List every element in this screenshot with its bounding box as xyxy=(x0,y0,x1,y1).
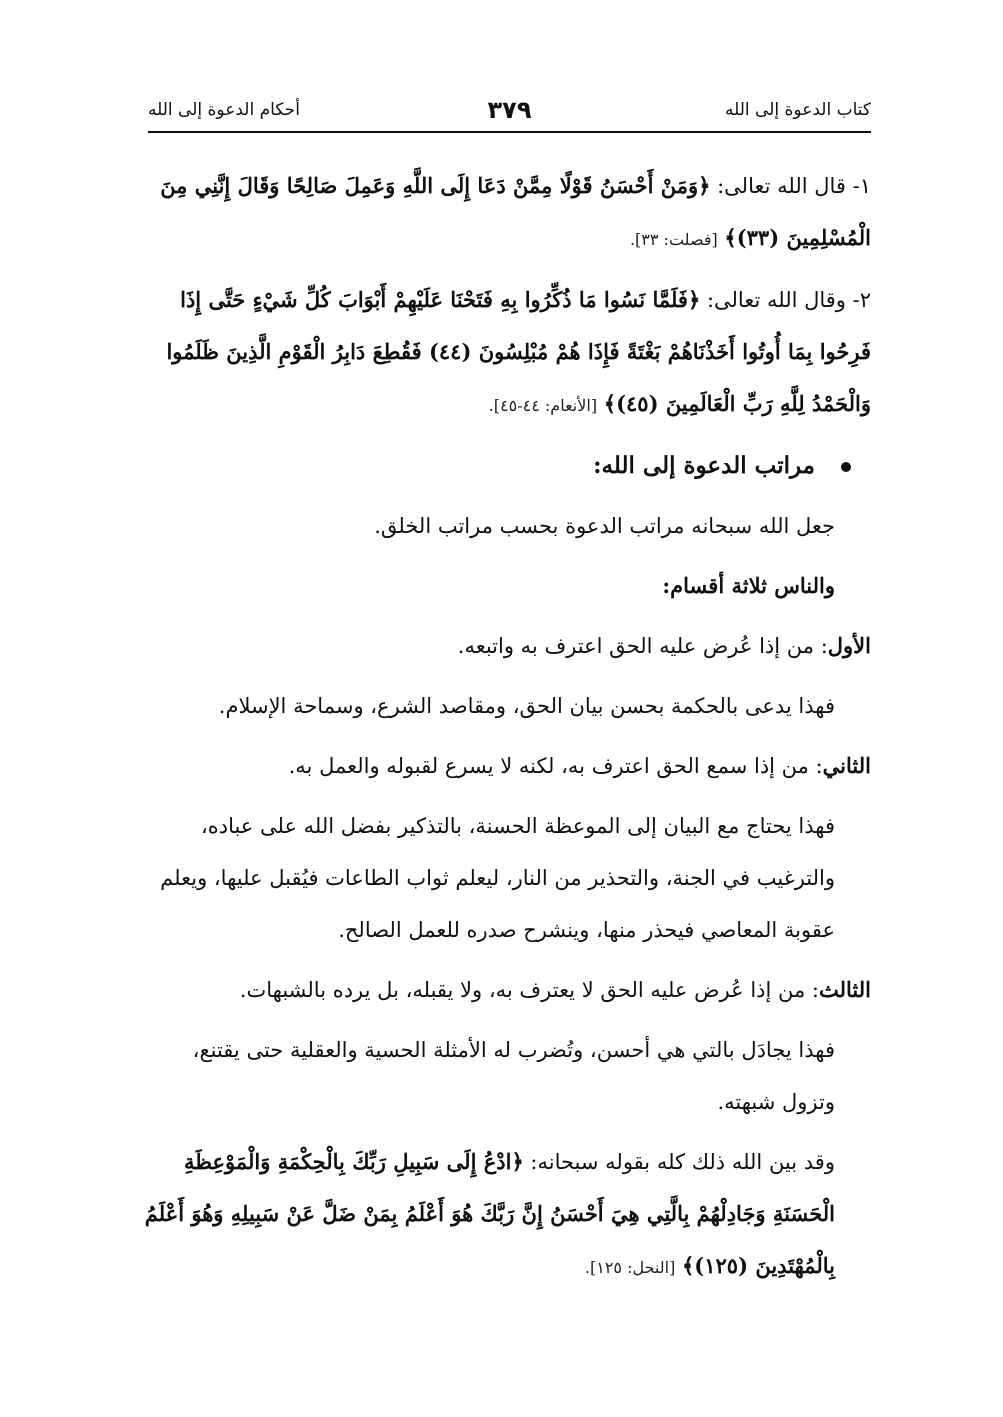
third-category xyxy=(140,964,871,1016)
citation-nahl: [النحل: ١٢٥]. xyxy=(584,1258,676,1277)
first-text: : من إذا عُرض عليه الحق اعترف به واتبعه. xyxy=(457,634,828,658)
quran-verse-fussilat: ﴿وَمَنْ أَحْسَنُ قَوْلًا مِمَّنْ دَعَا إِلَى اللَّهِ وَعَمِلَ صَالِحًا وَقَالَ إِنَّنِي مِنَ الْمُسْلِمِينَ (٣٣)﴾ xyxy=(160,173,871,250)
header-book-title: كتاب الدعوة إلى الله xyxy=(725,100,871,120)
second-label: الثاني xyxy=(822,753,871,778)
page-header xyxy=(148,96,871,130)
evidence-2-prefix: ٢- وقال الله تعالى: xyxy=(700,288,871,312)
evidence-1-prefix: ١- قال الله تعالى: xyxy=(710,174,871,198)
header-divider xyxy=(148,131,871,133)
closing-paragraph xyxy=(140,1136,871,1294)
section-heading-text: مراتب الدعوة إلى الله: xyxy=(593,452,815,479)
third-label: الثالث xyxy=(819,977,871,1002)
quran-verse-anam: ﴿فَلَمَّا نَسُوا مَا ذُكِّرُوا بِهِ فَتَحْنَا عَلَيْهِمْ أَبْوَابَ كُلِّ شَيْءٍ حَتَّى إِذَا فَرِحُوا بِمَا أُوتُوا أَخَذْنَاهُمْ بَغْتَةً فَإِذَا هُمْ مُبْلِسُونَ (٤٤) فَقُطِعَ دَابِرُ الْقَوْمِ الَّذِينَ ظَلَمُوا وَالْحَمْدُ لِلَّهِ رَبِّ الْعَالَمِينَ (٤٥)﴾ xyxy=(166,287,871,416)
second-treatment: فهذا يحتاج مع البيان إلى الموعظة الحسنة، بالتذكير بفضل الله على عباده، والترغيب في الجنة، والتحذير من النار، ليعلم ثواب الطاعات فيُقبل عليها، ويعلم عقوبة المعاصي فيحذر منها، وينشرح صدره للعمل الصالح. xyxy=(160,814,835,942)
second-text: : من إذا سمع الحق اعترف به، لكنه لا يسرع لقبوله والعمل به. xyxy=(288,754,823,778)
section-heading xyxy=(140,440,871,492)
citation-anam: [الأنعام: ٤٤-٤٥]. xyxy=(488,396,598,415)
third-text: : من إذا عُرض عليه الحق لا يعترف به، ولا يقبله، بل يرده بالشبهات. xyxy=(239,978,819,1002)
page-number: ٣٧٩ xyxy=(487,96,532,124)
first-category xyxy=(140,620,871,672)
evidence-item-1 xyxy=(140,160,871,266)
third-treatment: فهذا يجادَل بالتي هي أحسن، وتُضرب له الأمثلة الحسية والعقلية حتى يقتنع، وتزول شبهته. xyxy=(192,1038,835,1114)
first-treatment: فهذا يدعى بالحكمة بحسن بيان الحق، ومقاصد الشرع، وسماحة الإسلام. xyxy=(218,694,835,718)
header-chapter-title: أحكام الدعوة إلى الله xyxy=(148,100,300,120)
divisions-heading: والناس ثلاثة أقسام: xyxy=(662,573,835,598)
intro-paragraph: جعل الله سبحانه مراتب الدعوة بحسب مراتب الخلق. xyxy=(374,514,835,538)
quran-verse-nahl: ﴿ادْعُ إِلَى سَبِيلِ رَبِّكَ بِالْحِكْمَةِ وَالْمَوْعِظَةِ الْحَسَنَةِ وَجَادِلْهُمْ بِالَّتِي هِيَ أَحْسَنُ إِنَّ رَبَّكَ هُوَ أَعْلَمُ بِمَنْ ضَلَّ عَنْ سَبِيلِهِ وَهُوَ أَعْلَمُ بِالْمُهْتَدِينَ (١٢٥)﴾ xyxy=(144,1149,835,1278)
evidence-item-2 xyxy=(140,274,871,432)
first-label: الأول xyxy=(827,633,871,658)
second-category xyxy=(140,740,871,792)
page-body xyxy=(140,160,871,1302)
bullet-icon xyxy=(841,462,851,472)
closing-prefix: وقد بين الله ذلك كله بقوله سبحانه: xyxy=(523,1150,835,1174)
citation-fussilat: [فصلت: ٣٣]. xyxy=(629,230,718,249)
